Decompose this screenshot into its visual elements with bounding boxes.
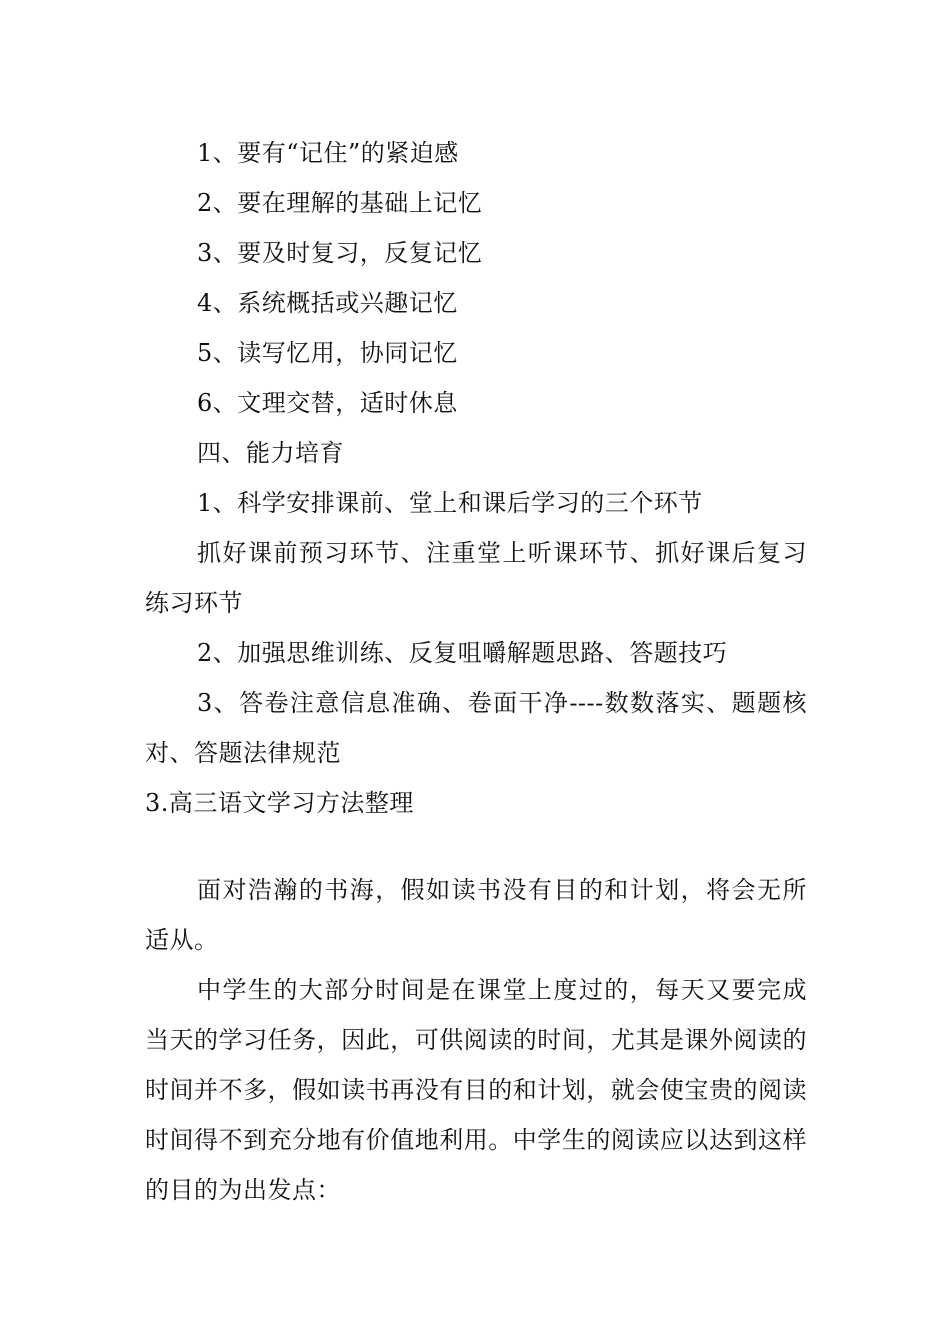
memory-item-1: 1、要有“记住”的紧迫感 xyxy=(197,139,459,167)
memory-item-2: 2、要在理解的基础上记忆 xyxy=(197,189,483,217)
paragraph-2: 中学生的大部分时间是在课堂上度过的，每天又要完成当天的学习任务，因此，可供阅读的时间，尤其是课外阅读的时间并不多，假如读书再没有目的和计划，就会使宝贵的阅读时间得不到充分地有价值地利用。中学生的阅读应以达到这样的目的为出发点： xyxy=(145,976,807,1204)
section-three-title: 3.高三语文学习方法整理 xyxy=(145,789,414,817)
ability-item-3: 3、答卷注意信息准确、卷面干净----数数落实、题题核对、答题法律规范 xyxy=(145,689,807,767)
paragraph-1: 面对浩瀚的书海，假如读书没有目的和计划，将会无所适从。 xyxy=(145,876,807,954)
section-four-heading: 四、能力培育 xyxy=(197,439,344,467)
document-page xyxy=(145,128,807,1215)
ability-item-1: 1、科学安排课前、堂上和课后学习的三个环节 xyxy=(197,489,703,517)
ability-item-2: 2、加强思维训练、反复咀嚼解题思路、答题技巧 xyxy=(197,639,728,667)
memory-item-5: 5、读写忆用，协同记忆 xyxy=(197,339,458,367)
memory-item-3: 3、要及时复习，反复记忆 xyxy=(197,239,483,267)
memory-item-6: 6、文理交替，适时休息 xyxy=(197,389,458,417)
memory-item-4: 4、系统概括或兴趣记忆 xyxy=(197,289,458,317)
ability-item-1-detail: 抓好课前预习环节、注重堂上听课环节、抓好课后复习练习环节 xyxy=(145,539,807,617)
